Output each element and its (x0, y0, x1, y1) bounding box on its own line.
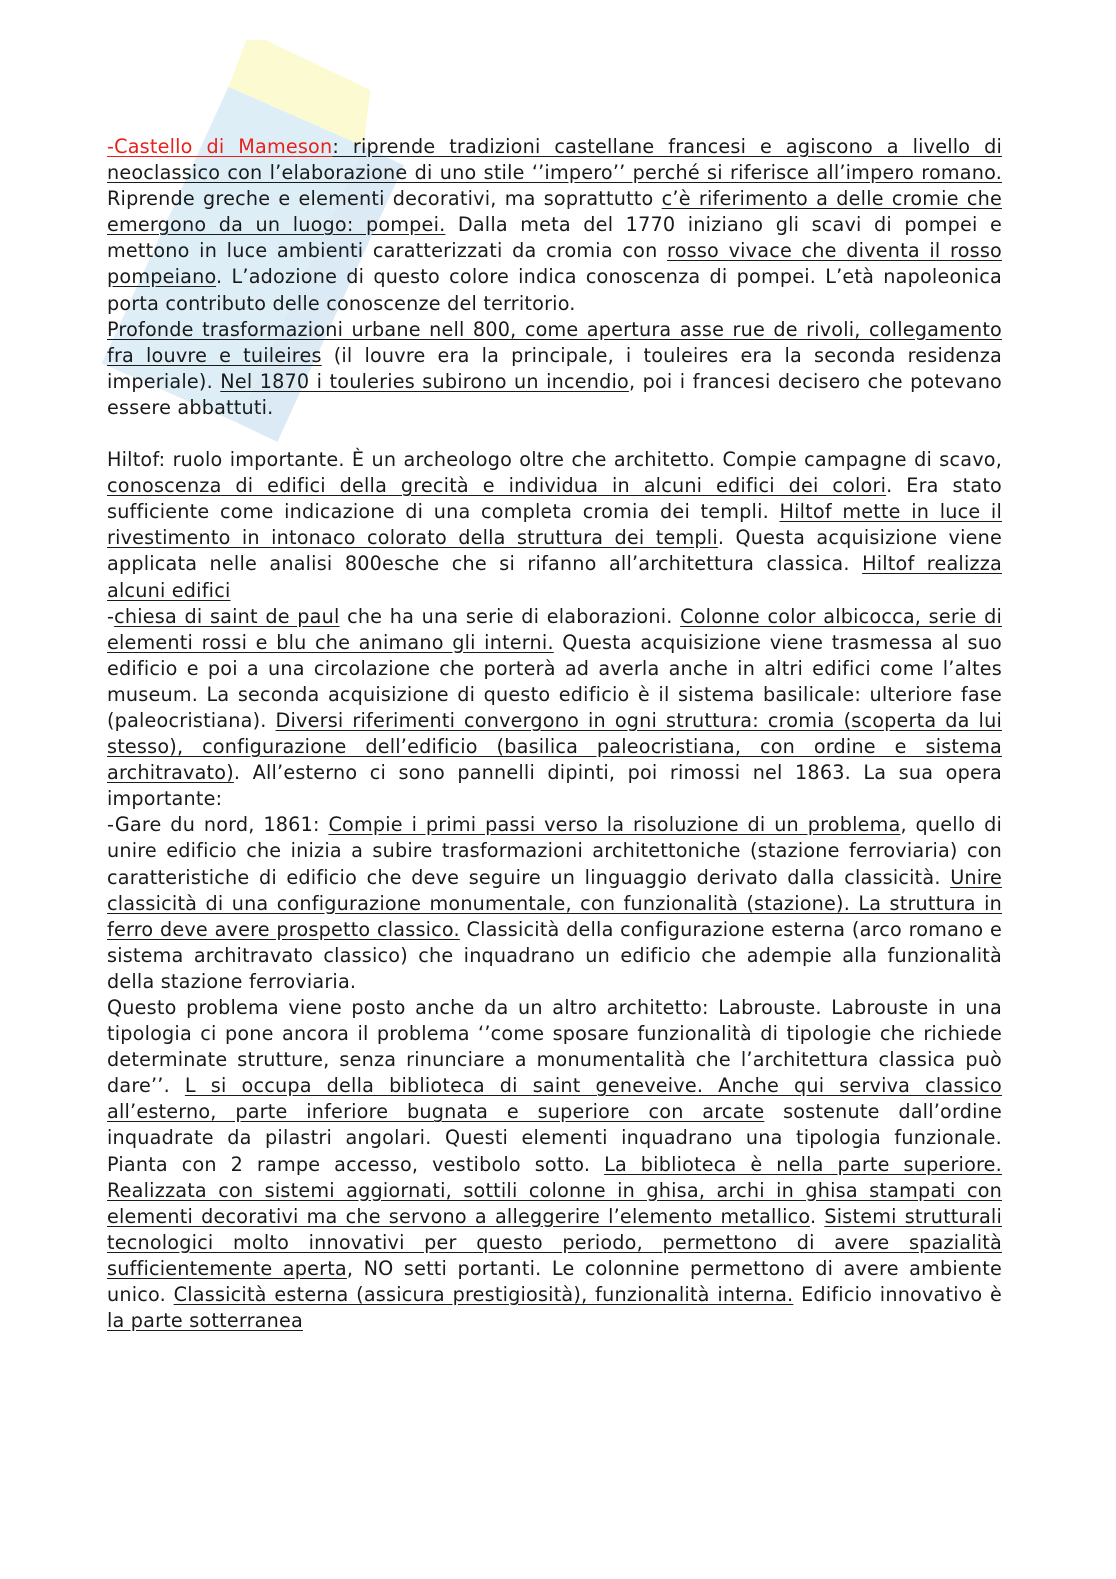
text-run: . (810, 1204, 825, 1228)
paragraph (107, 134, 1002, 317)
paragraph (107, 995, 1002, 1334)
text-run: Riprende greche e elementi decorativi, ma soprattutto (107, 187, 662, 211)
underlined-text-run: conoscenza di edifici della grecità e individua in alcuni edifici dei colori (107, 474, 887, 498)
text-run: , quello di unire edificio che inizia a subire trasformazioni architettoniche (stazione ferroviaria) con caratteristiche di edificio che deve seguire un linguaggio derivato dalla classicità. (107, 813, 1002, 889)
text-run: Questo problema viene posto anche da un altro architetto: Labrouste. Labrouste in una tipologia ci pone ancora il problema ‘’come sposare funzionalità di tipologie che richiede determinate strutture, senza rinunciare a monumentalità che l’architettura classica può dare’’. (107, 996, 1002, 1098)
paragraph (107, 604, 1002, 813)
underlined-text-run: chiesa di saint de paul (114, 604, 340, 628)
underlined-text-run: Diversi riferimenti convergono in ogni struttura: cromia (scoperta da lui stesso), configurazione dell’edificio (basilica paleocristiana, con ordine e sistema architravato) (107, 708, 1002, 785)
underlined-text-run: Unire classicità di una configurazione monumentale, con funzionalità (stazione). La struttura in ferro deve avere prospetto classico. (107, 865, 1002, 941)
text-run: Questa acquisizione viene trasmessa al suo edificio e poi a una circolazione che porterà ad averla anche in altri edifici come l’altes museum. La seconda acquisizione di questo edificio è il sistema basilicale: ulteriore fase (paleocristiana). (107, 630, 1002, 732)
underlined-text-run: L si occupa della biblioteca di saint geneveive. Anche qui serviva classico all’esterno, parte inferiore bugnata e superiore con arcate (107, 1074, 1002, 1124)
underlined-text-run: Profonde trasformazioni urbane nell 800, come apertura asse rue de rivoli, collegamento fra louvre e tuileires (107, 317, 1002, 367)
text-run: Edificio innovativo è (793, 1283, 1003, 1307)
underlined-text-run: Compie i primi passi verso la risoluzione di un problema (328, 813, 901, 837)
text-run: sostenute dall’ordine inquadrate da pilastri angolari. Questi elementi inquadrano una tipologia funzionale. Pianta con 2 rampe accesso, vestibolo sotto. (107, 1100, 1002, 1176)
underlined-text-run: rosso vivace che diventa il rosso pompeiano (107, 239, 1002, 289)
text-run: -Gare du nord, 1861: (107, 813, 329, 837)
underlined-text-run: La biblioteca è nella parte superiore. Realizzata con sistemi aggiornati, sottili colonne in ghisa, archi in ghisa stampati con elementi decorativi ma che servono a alleggerire l’elemento metallico (107, 1152, 1002, 1228)
underlined-text-run: : riprende tradizioni castellane francesi e agiscono a livello di neoclassico con l’elaborazione di uno stile ‘’impero’’ perché si riferisce all’impero romano. (107, 135, 1003, 185)
text-run: Classicità della configurazione esterna (arco romano e sistema architravato classico) che inquadrano un edificio che adempie alla funzionalità della stazione ferroviaria. (107, 917, 1002, 993)
underlined-text-run: Hiltof realizza alcuni edifici (107, 552, 1002, 602)
document-body (107, 134, 1002, 1334)
underlined-text-run: Sistemi strutturali tecnologici molto innovativi per questo periodo, permettono di avere spazialità sufficientemente aperta (107, 1204, 1002, 1280)
text-run: Hiltof: ruolo importante. È un archeologo oltre che architetto. Compie campagne di scavo, (107, 448, 1002, 472)
text-run: - (107, 604, 115, 628)
underlined-text-run: Colonne color albicocca, serie di elementi rossi e blu che animano gli interni. (107, 604, 1002, 654)
underlined-text-run: Hiltof mette in luce il rivestimento in intonaco colorato della struttura dei templi (107, 500, 1002, 550)
text-run: . All’esterno ci sono pannelli dipinti, poi rimossi nel 1863. La sua opera importante: (107, 761, 1002, 811)
text-run: . Questa acquisizione viene applicata nelle analisi 800esche che si rifanno all’architettura classica. (107, 526, 1002, 576)
text-run: , poi i francesi decisero che potevano essere abbattuti. (107, 369, 1002, 419)
underlined-text-run: Classicità esterna (assicura prestigiosità), funzionalità interna. (173, 1283, 794, 1307)
text-run: . Era stato sufficiente come indicazione di una completa cromia dei templi. (107, 474, 1002, 524)
underlined-text-run: -Castello di Mameson (107, 135, 333, 158)
underlined-text-run: la parte sotterranea (107, 1309, 303, 1333)
paragraph (107, 812, 1002, 995)
underlined-text-run: c’è riferimento a delle cromie che emergono da un luogo: pompei. (107, 187, 1002, 237)
text-run: , NO setti portanti. Le colonnine permettono di avere ambiente unico. (107, 1256, 1002, 1307)
underlined-text-run: Nel 1870 i touleries subirono un incendio (220, 369, 629, 393)
paragraph (107, 447, 1002, 604)
text-run: Dalla meta del 1770 iniziano gli scavi di pompei e mettono in luce ambienti caratterizzati da cromia con (107, 213, 1003, 263)
text-run: . L’adozione di questo colore indica conoscenza di pompei. L’età napoleonica porta contributo delle conoscenze del territorio. (107, 265, 1002, 315)
text-run: che ha una serie di elaborazioni. (339, 604, 681, 628)
paragraph (107, 317, 1002, 421)
text-run: (il louvre era la principale, i touleires era la seconda residenza imperiale). (107, 343, 1002, 393)
